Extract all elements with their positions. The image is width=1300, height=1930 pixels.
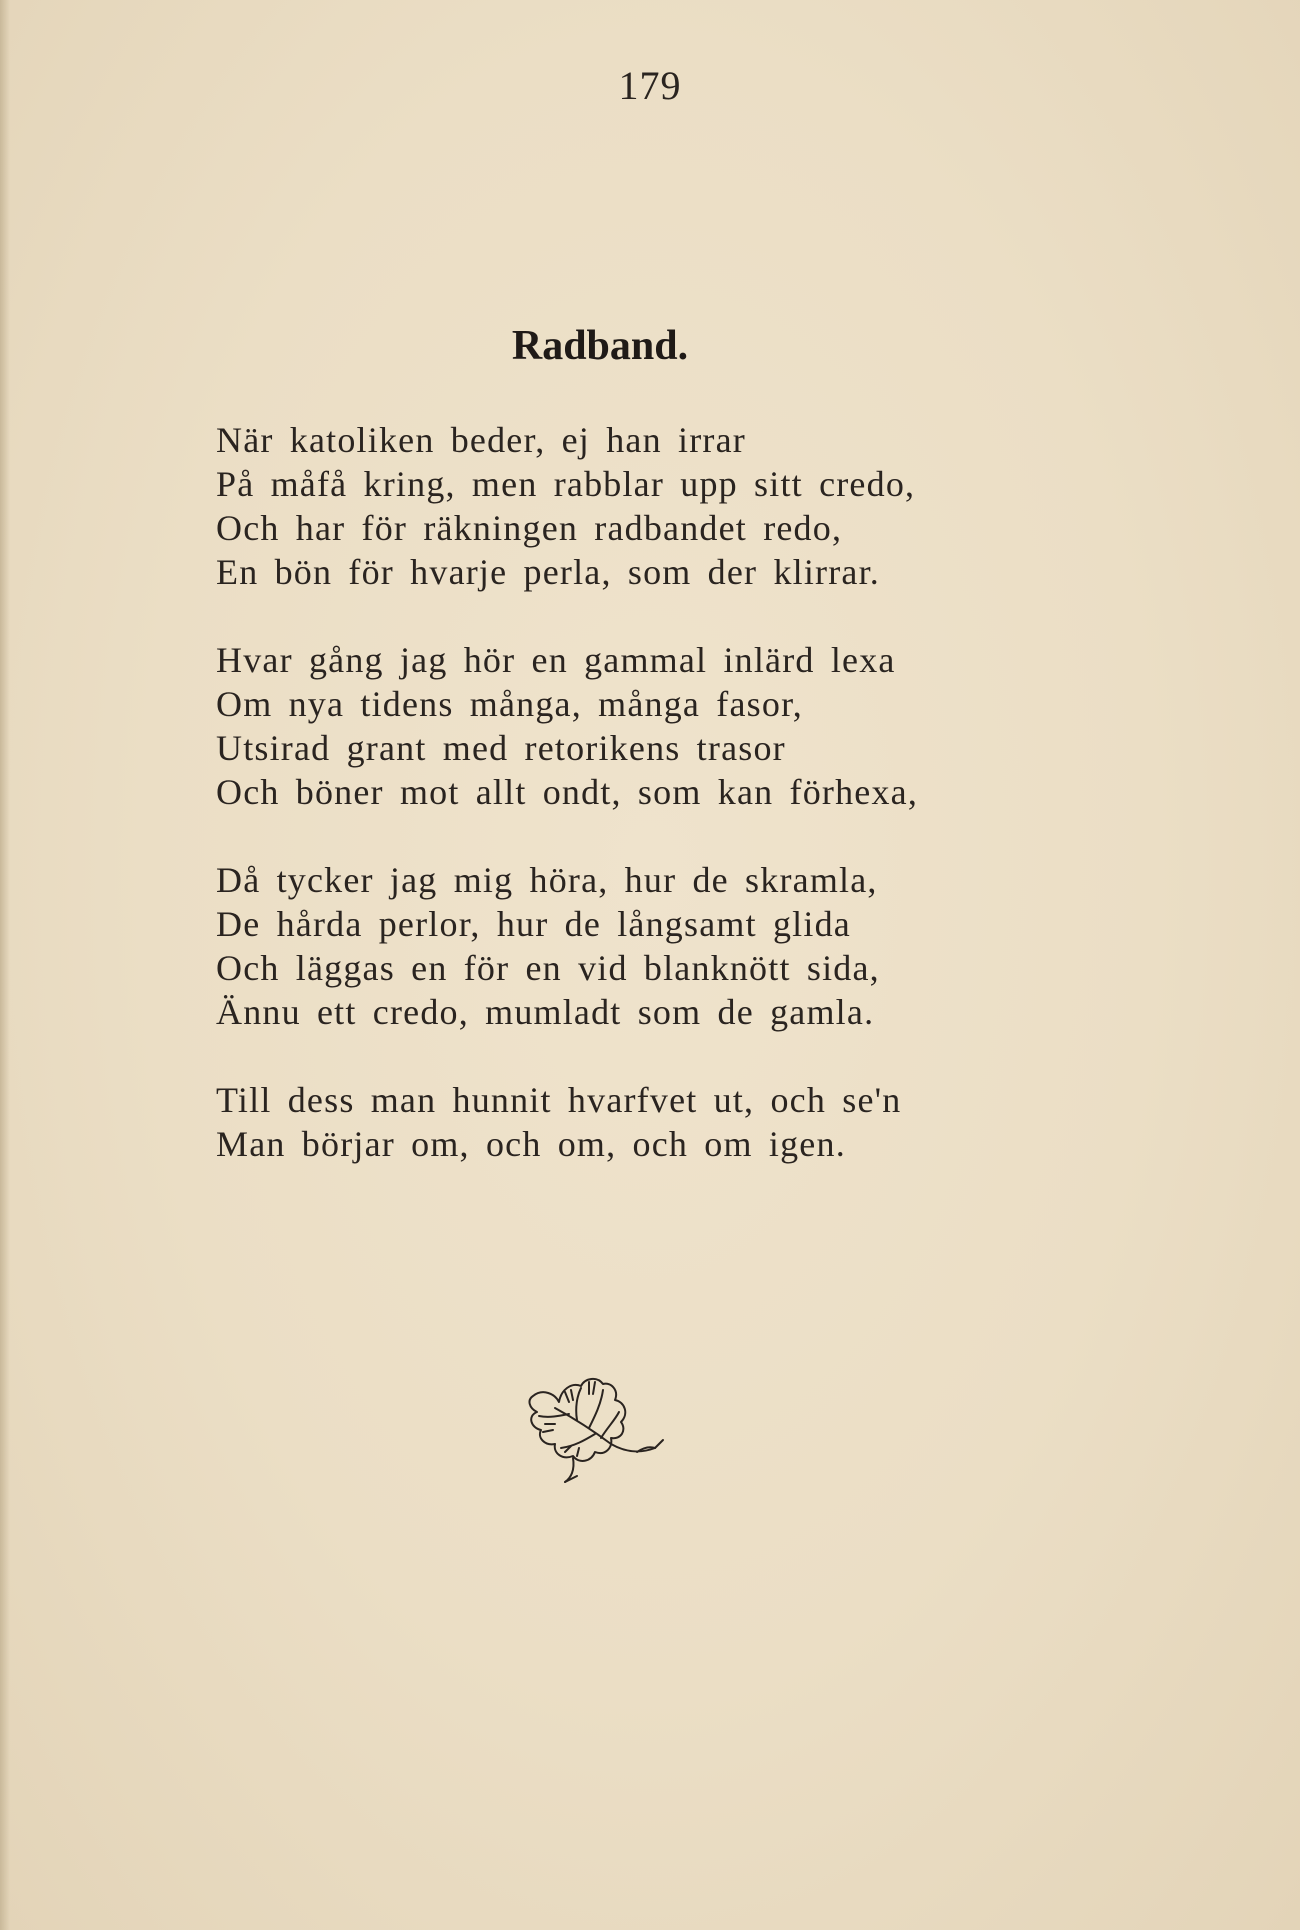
poem-line: Ännu ett credo, mumladt som de gamla.	[216, 992, 875, 1032]
poem-line: Då tycker jag mig höra, hur de skramla,	[216, 860, 878, 900]
poem-line: På måfå kring, men rabblar upp sitt credo,	[216, 464, 916, 504]
poem-line: Hvar gång jag hör en gammal inlärd lexa	[216, 640, 896, 680]
poem-line: När katoliken beder, ej han irrar	[216, 420, 746, 460]
poem-line: De hårda perlor, hur de långsamt glida	[216, 904, 851, 944]
poem-line: Och böner mot allt ondt, som kan förhexa,	[216, 772, 919, 812]
stanza-3	[216, 858, 1216, 1034]
poem-line: Och har för räkningen radbandet redo,	[216, 508, 843, 548]
poem-line: Till dess man hunnit hvarfvet ut, och se'n	[216, 1080, 902, 1120]
poem-line: Om nya tidens många, många fasor,	[216, 684, 804, 724]
poem-body	[216, 418, 1216, 1210]
page-number: 179	[618, 63, 682, 108]
stanza-1	[216, 418, 1216, 594]
poem-title: Radband.	[511, 323, 689, 369]
stanza-4	[216, 1078, 1216, 1166]
poem-line: Och läggas en för en vid blanknött sida,	[216, 948, 880, 988]
poem-line: En bön för hvarje perla, som der klirrar.	[216, 552, 881, 592]
poem-line: Utsirad grant med retorikens trasor	[216, 728, 786, 768]
leaf-icon	[515, 1368, 675, 1498]
poem-line: Man börjar om, och om, och om igen.	[216, 1124, 846, 1164]
stanza-2	[216, 638, 1216, 814]
page-edge-shadow	[0, 0, 10, 1930]
